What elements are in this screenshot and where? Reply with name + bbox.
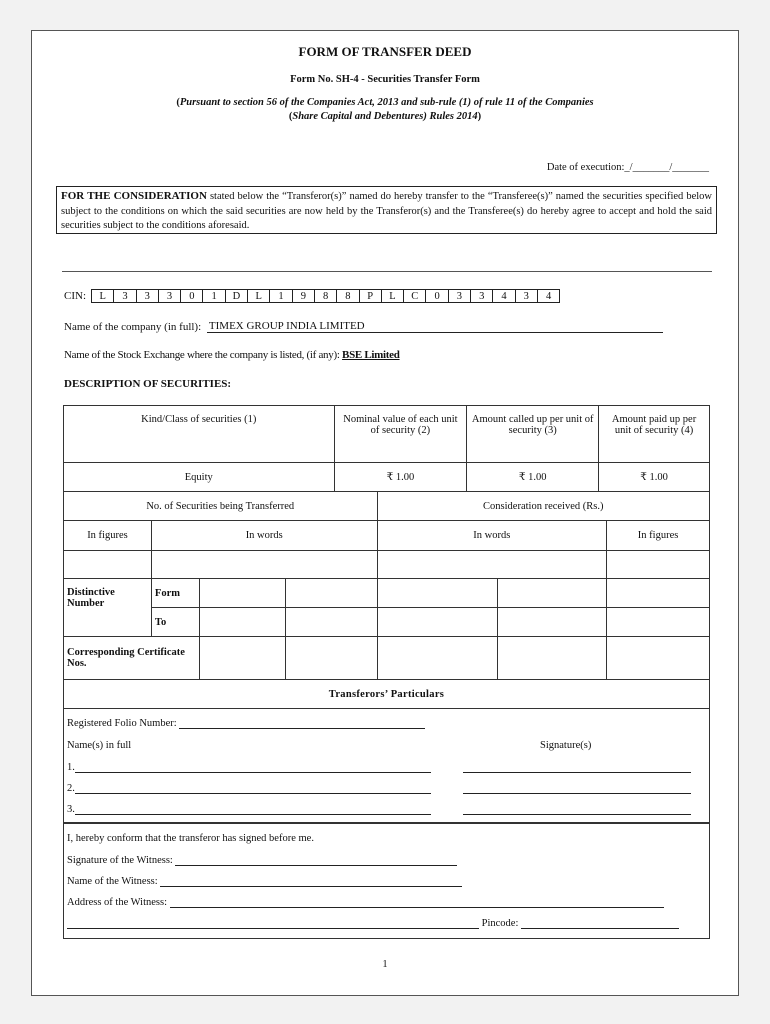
- cin-char-box: 3: [449, 289, 471, 303]
- cin-char-box: 8: [315, 289, 337, 303]
- cin-char-box: C: [404, 289, 426, 303]
- witness-signature-input[interactable]: [175, 865, 457, 866]
- cin-row: [64, 289, 560, 303]
- figures-input-left[interactable]: [64, 551, 152, 579]
- cin-char-box: 4: [493, 289, 515, 303]
- col-nominal-header: Nominal value of each unit of security (2): [334, 406, 467, 463]
- names-label: Name(s) in full: [67, 740, 132, 751]
- consideration-text: stated below the “Transferor(s)” named do hereby transfer to the “Transferee(s)” named the securities specified below subject to the conditions on which the said securities are now held by the Transferor(s) and the Transferee(s) do hereby agree to accept and hold the said securities subject to the conditions aforesaid.: [61, 191, 713, 231]
- witness-signature-row: Signature of the Witness:: [67, 855, 457, 866]
- cin-char-box: 1: [203, 289, 225, 303]
- cin-char-box: P: [360, 289, 382, 303]
- called-value: ₹ 1.00: [467, 463, 599, 492]
- company-name-value: TIMEX GROUP INDIA LIMITED: [208, 320, 365, 332]
- figures-header-left: In figures: [64, 521, 152, 551]
- witness-confirm: I, hereby conform that the transferor has signed before me.: [67, 833, 314, 844]
- distinctive-from-5[interactable]: [607, 579, 710, 608]
- securities-table: [63, 405, 710, 492]
- words-input-left[interactable]: [151, 551, 377, 579]
- cin-char-box: 3: [516, 289, 538, 303]
- cin-label: CIN:: [64, 290, 86, 302]
- cin-char-box: 3: [114, 289, 136, 303]
- cin-char-box: 0: [181, 289, 203, 303]
- folio-row: Registered Folio Number:: [67, 718, 425, 729]
- consideration-received-header: Consideration received (Rs.): [377, 492, 709, 521]
- stock-exchange-row: Name of the Stock Exchange where the company is listed, (if any): BSE Limited: [64, 349, 400, 361]
- name-row-1: 1.: [67, 762, 431, 773]
- cin-char-box: L: [92, 289, 114, 303]
- transferors-heading: Transferors’ Particulars: [64, 680, 710, 709]
- certificate-4[interactable]: [498, 637, 607, 680]
- cin-char-box: L: [248, 289, 270, 303]
- witness-address-input[interactable]: [170, 907, 664, 908]
- transferors-section: [63, 708, 710, 823]
- distinctive-from-4[interactable]: [498, 579, 607, 608]
- transfer-quantity-table: [63, 491, 710, 709]
- words-header-left: In words: [151, 521, 377, 551]
- words-header-right: In words: [377, 521, 607, 551]
- cin-char-box: 9: [293, 289, 315, 303]
- distinctive-to-1[interactable]: [199, 608, 285, 637]
- cin-char-box: 0: [426, 289, 448, 303]
- name-row-2: 2.: [67, 783, 431, 794]
- certificate-2[interactable]: [285, 637, 377, 680]
- figures-input-right[interactable]: [607, 551, 710, 579]
- certificate-5[interactable]: [607, 637, 710, 680]
- pursuant-note: (Pursuant to section 56 of the Companies Act, 2013 and sub-rule (1) of rule 11 of the Companies (Share Capital and Debentures) Rules 2014): [176, 97, 594, 122]
- col-called-header: Amount called up per unit of security (3): [467, 406, 599, 463]
- nominal-value: ₹ 1.00: [334, 463, 467, 492]
- consideration-lead: FOR THE CONSIDERATION: [61, 190, 207, 202]
- witness-name-input[interactable]: [160, 886, 462, 887]
- form-label: Form: [151, 579, 199, 608]
- cin-char-box: 1: [270, 289, 292, 303]
- kind-value: Equity: [64, 463, 335, 492]
- cin-boxes: [91, 289, 560, 303]
- distinctive-from-1[interactable]: [199, 579, 285, 608]
- distinctive-to-4[interactable]: [498, 608, 607, 637]
- form-page: [31, 30, 739, 996]
- cin-char-box: 8: [337, 289, 359, 303]
- distinctive-number-label: Distinctive Number: [64, 579, 152, 637]
- witness-address-line2: Pincode:: [67, 918, 679, 929]
- certificate-1[interactable]: [199, 637, 285, 680]
- distinctive-from-2[interactable]: [285, 579, 377, 608]
- signature-line-1[interactable]: [463, 762, 691, 773]
- page-number: 1: [382, 959, 388, 970]
- to-label: To: [151, 608, 199, 637]
- witness-name-row: Name of the Witness:: [67, 876, 462, 887]
- form-title: FORM OF TRANSFER DEED: [298, 44, 472, 59]
- company-name-row: Name of the company (in full): TIMEX GROUP INDIA LIMITED: [64, 320, 663, 333]
- no-transferred-header: No. of Securities being Transferred: [64, 492, 378, 521]
- distinctive-from-3[interactable]: [377, 579, 498, 608]
- date-of-execution[interactable]: Date of execution:_/_______/_______: [546, 162, 709, 173]
- col-paid-header: Amount paid up per unit of security (4): [599, 406, 710, 463]
- cin-char-box: 3: [471, 289, 493, 303]
- divider: [62, 271, 712, 272]
- cin-char-box: 3: [159, 289, 181, 303]
- distinctive-to-5[interactable]: [607, 608, 710, 637]
- col-kind-header: Kind/Class of securities (1): [64, 406, 335, 463]
- witness-address-row: Address of the Witness:: [67, 897, 664, 908]
- name-row-3: 3.: [67, 804, 431, 815]
- form-number: Form No. SH-4 - Securities Transfer Form: [290, 74, 480, 85]
- cin-char-box: 4: [538, 289, 560, 303]
- distinctive-to-2[interactable]: [285, 608, 377, 637]
- stock-exchange-value: BSE Limited: [342, 349, 400, 361]
- figures-header-right: In figures: [607, 521, 710, 551]
- certificate-3[interactable]: [377, 637, 498, 680]
- distinctive-to-3[interactable]: [377, 608, 498, 637]
- signatures-label: Signature(s): [540, 740, 592, 751]
- corresponding-certificate-label: Corresponding Certificate Nos.: [64, 637, 200, 680]
- cin-char-box: L: [382, 289, 404, 303]
- paid-value: ₹ 1.00: [599, 463, 710, 492]
- cin-char-box: D: [226, 289, 248, 303]
- consideration-box: [56, 186, 717, 234]
- description-heading: DESCRIPTION OF SECURITIES:: [64, 378, 232, 390]
- witness-section: [63, 823, 710, 939]
- pincode-input[interactable]: [521, 928, 679, 929]
- signature-line-3[interactable]: [463, 804, 691, 815]
- words-input-right[interactable]: [377, 551, 607, 579]
- signature-line-2[interactable]: [463, 783, 691, 794]
- cin-char-box: 3: [137, 289, 159, 303]
- folio-input[interactable]: [179, 728, 425, 729]
